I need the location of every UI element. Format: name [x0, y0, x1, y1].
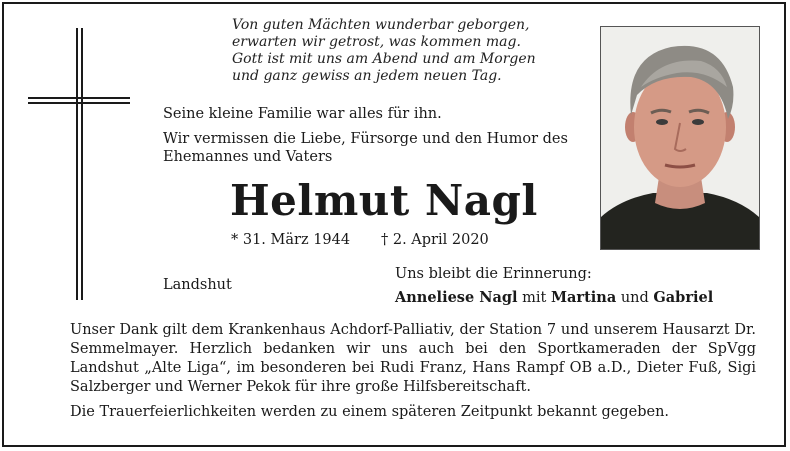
mourner-name: Anneliese Nagl: [395, 289, 518, 306]
cross-icon: [28, 28, 130, 300]
family-sentence: Seine kleine Familie war alles für ihn.: [163, 106, 442, 122]
memory-line: Uns bleibt die Erinnerung:: [395, 266, 592, 282]
death-date: † 2. April 2020: [381, 232, 489, 248]
poem: [232, 17, 592, 85]
poem-line: Von guten Mächten wunderbar geborgen,: [232, 17, 530, 33]
conjunction: und: [620, 290, 649, 306]
birth-date: * 31. März 1944: [231, 232, 351, 248]
poem-line: erwarten wir getrost, was kommen mag.: [232, 34, 521, 50]
mourner-name: Martina: [550, 289, 617, 306]
city: Landshut: [163, 277, 232, 293]
funeral-note: Die Trauerfeierlichkeiten werden zu einem späteren Zeitpunkt bekannt gegeben.: [70, 404, 670, 420]
poem-line: Gott ist mit uns am Abend und am Morgen: [232, 51, 536, 67]
missed-sentence: Wir vermissen die Liebe, Fürsorge und den Humor des Ehemannes und Vaters: [163, 131, 568, 165]
portrait-photo: [600, 26, 760, 250]
conjunction: mit: [522, 290, 547, 306]
poem-line: und ganz gewiss an jedem neuen Tag.: [232, 68, 502, 84]
deceased-name: Helmut Nagl: [230, 176, 538, 225]
mourner-name: Gabriel: [653, 289, 714, 306]
thanks-paragraph: Unser Dank gilt dem Krankenhaus Achdorf-Palliativ, der Station 7 und unserem Hausarzt Dr. Semmelmayer. Herzlich bedanken wir uns auch bei den Sportkameraden der SpVgg Landshut „Alte Liga“, im besonderen bei Rudi Franz, Hans Rampf OB a.D., Dieter Fuß, Sigi Salzberger und Werner Pekok für ihre große Hilfsbereitschaft.: [70, 322, 756, 395]
mourners-line: [395, 289, 713, 306]
